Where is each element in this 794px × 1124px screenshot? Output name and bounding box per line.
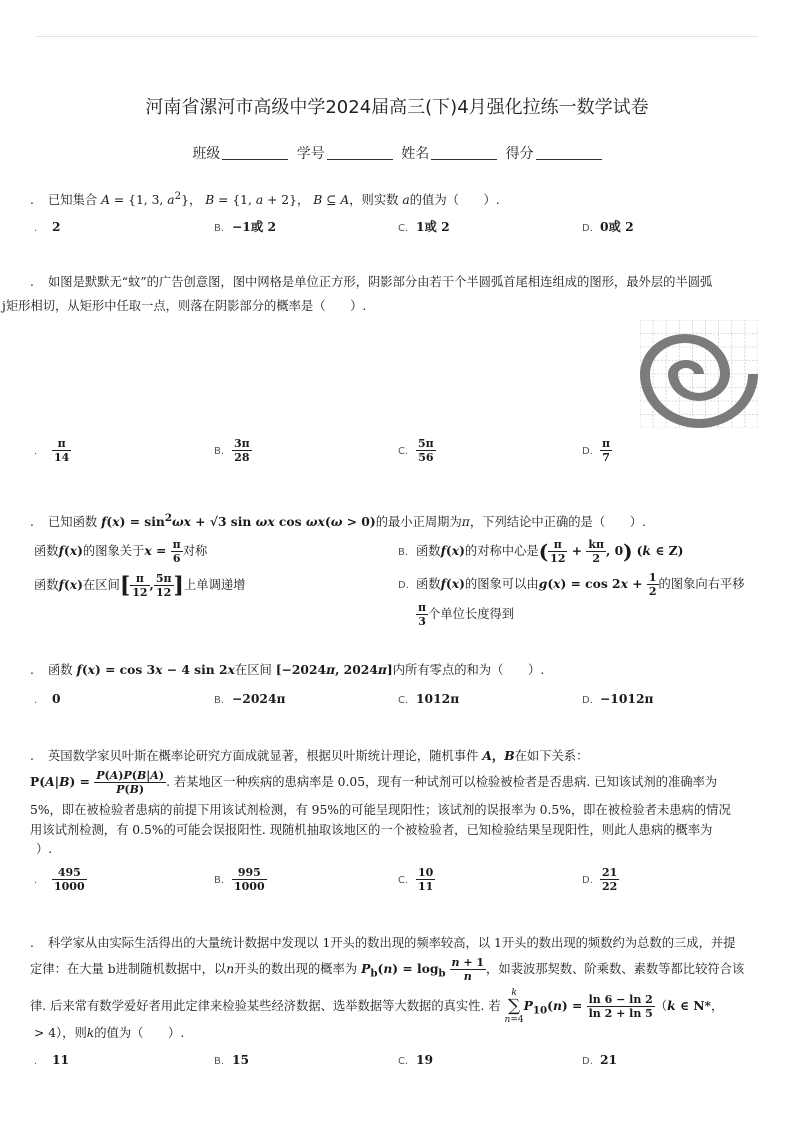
q1-option-b[interactable] (214, 218, 276, 238)
option-letter: D. (398, 580, 409, 591)
sum-symbol: k ∑ n=4 (504, 988, 524, 1025)
option-value: −1或 2 (232, 219, 276, 234)
option-letter: B. (398, 547, 409, 558)
q6-line3: 律. 后来常有数学爱好者用此定律来检验某些经济数据、选举数据等大数据的真实性. 若 k ∑ n=4 $P_{10}(n)$ = $\frac{\ln 6 - \ln 2}{\ln 2 + \ln 5}$ （k ∈ N*， (30, 988, 724, 1025)
option-letter: B. (214, 1056, 225, 1067)
option-letter: C. (398, 695, 409, 706)
option-fraction: $\frac{k\pi}{2}$ (588, 538, 605, 565)
question-3: . 已知函数 $f(x) = \sin^2\omega x + √3$ sin ωx cos ωx(ω > 0)的最小正周期为π，下列结论中正确的是（ ）. (30, 506, 760, 534)
option-text: 函数 (34, 544, 59, 558)
option-text: 函数 (416, 577, 441, 591)
option-letter: . (34, 446, 38, 457)
fraction-denominator: 14 (54, 451, 70, 464)
page-title: 河南省漯河市高级中学2024届高三(下)4月强化拉练一数学试卷 (145, 97, 649, 118)
q4-text: 函数 (48, 663, 73, 677)
question-number: . (30, 749, 34, 763)
option-text: 个单位长度得到 (428, 607, 515, 621)
q4-text: 在区间 (234, 663, 272, 677)
spiral-figure (640, 320, 758, 428)
option-value: −2024π (232, 691, 286, 706)
option-fraction (416, 437, 436, 464)
q6-text: ，如裴波那契数、阶乘数、素数等都比较符合该 (486, 962, 745, 976)
student-info-line (0, 143, 794, 163)
score-blank[interactable] (536, 159, 602, 160)
question-number: . (30, 936, 34, 950)
option-letter: D. (582, 223, 593, 234)
option-text: 的图象关于 (82, 544, 145, 558)
option-letter: . (34, 875, 38, 886)
q3-option-d[interactable]: D. 函数f(x)的图象可以由g(x) = cos 2x + $\frac{1}{2}$ 的图象向右平移 (398, 571, 745, 598)
option-letter: D. (582, 875, 593, 886)
q5-text-line1: 在如下关系： (514, 749, 589, 763)
q6-line2: 定律：在大量 b进制随机数据中，以n开头的数出现的概率为 $P_b(n) = \log_b$ $\frac{n + 1}{n}$ ，如裴波那契数、阶乘数、素数等都比较符合该 (30, 956, 745, 983)
option-letter: . (34, 223, 38, 234)
q3-option-b[interactable]: B. 函数f(x)的对称中心是( $\frac{\pi}{12}$ + $\frac{k\pi}{2}$ , 0) (k ∈ Z) (398, 538, 684, 565)
top-divider (36, 36, 758, 37)
class-label: 班级 (192, 146, 221, 162)
q1-option-d[interactable] (582, 218, 634, 238)
q6-line4: > 4），则k的值为（ ）. (34, 1026, 185, 1040)
option-fraction (232, 866, 267, 893)
q6-option-d[interactable] (582, 1051, 617, 1071)
question-number: . (30, 663, 34, 677)
q5-option-d[interactable] (582, 866, 619, 893)
q6-option-a[interactable] (34, 1051, 69, 1071)
fraction-denominator: 28 (234, 451, 250, 464)
option-fraction: $\frac{\pi}{12}$ (550, 538, 566, 565)
q4-option-a[interactable] (34, 690, 61, 710)
number-label: 学号 (296, 146, 325, 162)
option-letter: D. (582, 1056, 593, 1067)
option-text: 对称 (182, 544, 208, 558)
fraction-numerator: 5π (418, 437, 434, 450)
question-number: . (30, 193, 34, 208)
option-fraction: $\frac{\pi}{3}$ (418, 601, 427, 628)
option-fraction: $\frac{5\pi}{12}$ (155, 572, 172, 599)
q6-text: > 4），则 (34, 1026, 87, 1040)
q6-text-line1: 科学家从由实际生活得出的大量统计数据中发现以 1开头的数出现的频率较高，以 1开头的数出现的频数约为总数的三成，并提 (48, 936, 736, 950)
option-letter: B. (214, 875, 225, 886)
option-text: 在区间 (82, 578, 120, 592)
fraction-numerator: 10 (418, 866, 434, 879)
q6-text: 定律：在大量 b进制随机数据中，以 (30, 962, 227, 976)
question-4: . 函数 f(x) = cos 3x − 4 sin 2x在区间 [−2024π, 2024π]内所有零点的和为（ ）. (30, 658, 760, 682)
option-letter: B. (214, 223, 225, 234)
option-letter: C. (398, 875, 409, 886)
q2-option-c[interactable] (398, 437, 436, 464)
q2-text-line1: 如图是默默无“蚊”的广告创意图，图中网格是单位正方形，阴影部分由若干个半圆弧首尾相连组成的图形，最外层的半圆弧 (48, 275, 713, 289)
option-letter: C. (398, 1056, 409, 1067)
score-label: 得分 (505, 146, 534, 162)
q1-text: ， (296, 193, 310, 208)
ln-fraction: $\frac{\ln 6 - \ln 2}{\ln 2 + \ln 5}$ (588, 993, 653, 1020)
option-fraction (52, 437, 71, 464)
option-fraction (232, 437, 252, 464)
fraction-denominator: 56 (418, 451, 434, 464)
q6-option-b[interactable] (214, 1051, 249, 1071)
question-6 (30, 931, 770, 955)
q5-formula-line: P(A|B) = $\frac{P(A)P(B|A)}{P(B)}$ . 若某地区一种疾病的患病率是 0.05，现有一种试剂可以检验被检者是否患病. 已知该试剂的准确率为 (30, 769, 718, 796)
option-text: 的对称中心是 (464, 544, 539, 558)
bayes-fraction: $\frac{P(A)P(B|A)}{P(B)}$ (96, 769, 165, 796)
q3-text: 已知函数 (48, 515, 98, 530)
q5-text-line5: ）. (36, 842, 53, 856)
q6-text: 开头的数出现的概率为 (234, 962, 358, 976)
option-value: 1或 2 (416, 219, 450, 234)
option-letter: C. (398, 446, 409, 457)
fraction-numerator: 995 (232, 866, 267, 880)
question-5: . 英国数学家贝叶斯在概率论研究方面成就显著，根据贝叶斯统计理论，随机事件 A，B在如下关系： (30, 744, 770, 768)
q5-option-a[interactable] (34, 866, 87, 893)
q5-text-line3: 5%，即在被检验者患病的前提下用该试剂检测，有 95%的可能呈现阳性；该试剂的误报率为 0.5%，即在被检验者未患病的情况 (30, 803, 731, 817)
option-value: 1012π (416, 691, 460, 706)
option-text: 的图象向右平移 (658, 577, 745, 591)
q5-text-line2: . 若某地区一种疾病的患病率是 0.05，现有一种试剂可以检验被检者是否患病. 已知该试剂的准确率为 (166, 775, 718, 789)
q1-option-a[interactable] (34, 218, 61, 238)
fraction-numerator: π (52, 437, 71, 451)
q3-text: ，下列结论中正确的是（ ）. (469, 515, 646, 530)
option-value: 2 (52, 219, 61, 234)
option-letter: B. (214, 695, 225, 706)
q5-text-line4: 用该试剂检测，有 0.5%的可能会误报阳性. 现随机抽取该地区的一个被检验者，已知检验结果呈现阳性，则此人患病的概率为 (30, 823, 713, 837)
q5-option-c[interactable] (398, 866, 435, 893)
option-value: 0或 2 (600, 219, 634, 234)
q2-option-d[interactable] (582, 437, 612, 464)
q6-text: （ (654, 999, 668, 1013)
q3-option-c[interactable]: 函数f(x)在区间[ $\frac{\pi}{12}$ , $\frac{5\pi}{12}$ ]上单调递增 (34, 572, 246, 599)
option-letter: . (34, 1056, 38, 1067)
question-2 (2, 270, 770, 318)
option-letter: B. (214, 446, 225, 457)
fraction-numerator: 3π (234, 437, 250, 450)
option-value: 0 (52, 691, 61, 706)
option-text: 的图象可以由 (464, 577, 539, 591)
fraction-denominator: 1000 (54, 880, 85, 893)
q3-option-d-line2 (416, 601, 514, 628)
name-label: 姓名 (401, 146, 430, 162)
option-value: −1012π (600, 691, 654, 706)
q1-text: ，则实数 (349, 193, 399, 208)
option-text: 函数 (34, 578, 59, 592)
q5-option-b[interactable] (214, 866, 267, 893)
fraction-denominator: 22 (602, 880, 618, 893)
option-fraction: $\frac{1}{2}$ (648, 571, 657, 598)
q6-text: 的值为（ ）. (94, 1026, 185, 1040)
number-blank[interactable] (327, 159, 393, 160)
question-1: . 已知集合 A = {1, 3, $a^2$}， B = {1, a + 2}， B ⊆ A，则实数 a的值为（ ）. (30, 184, 760, 212)
q4-option-c[interactable] (398, 690, 459, 710)
q6-text: 律. 后来常有数学爱好者用此定律来检验某些经济数据、选举数据等大数据的真实性. 若 (30, 999, 501, 1013)
fraction-denominator: 11 (418, 880, 434, 893)
q4-option-b[interactable] (214, 690, 286, 710)
q1-option-c[interactable] (398, 218, 450, 238)
question-number: . (30, 275, 34, 289)
q1-text: ， (188, 193, 202, 208)
option-text: 函数 (416, 544, 441, 558)
q5-text-line1: 英国数学家贝叶斯在概率论研究方面成就显著，根据贝叶斯统计理论，随机事件 (48, 749, 479, 763)
fraction-numerator: π (602, 437, 611, 450)
option-fraction (52, 866, 87, 893)
option-value: 15 (232, 1052, 250, 1067)
option-value: 19 (416, 1052, 434, 1067)
q4-option-d[interactable] (582, 690, 654, 710)
q1-text: 的值为（ ）. (409, 193, 500, 208)
q3-text: 的最小正周期为 (375, 515, 462, 530)
option-fraction (600, 437, 612, 464)
q1-math: A (101, 193, 111, 208)
option-text: 上单调递增 (183, 578, 246, 592)
q6-option-c[interactable] (398, 1051, 433, 1071)
q2-option-b[interactable] (214, 437, 252, 464)
q1-text: 已知集合 (48, 193, 98, 208)
fraction-numerator: 21 (602, 866, 618, 879)
option-value: 21 (600, 1052, 618, 1067)
fraction-denominator: 1000 (234, 880, 265, 893)
option-letter: C. (398, 223, 409, 234)
log-fraction: $\frac{n + 1}{n}$ (451, 956, 485, 983)
option-value: 11 (52, 1052, 70, 1067)
q2-text-line2: j矩形相切，从矩形中任取一点，则落在阴影部分的概率是（ ）. (2, 299, 367, 313)
name-blank[interactable] (431, 159, 497, 160)
fraction-denominator: 7 (602, 451, 610, 464)
q2-option-a[interactable] (34, 437, 71, 464)
option-letter: . (34, 695, 38, 706)
q4-text: 内所有零点的和为（ ）. (392, 663, 545, 677)
fraction-numerator: 495 (52, 866, 87, 880)
option-letter: D. (582, 446, 593, 457)
q3-option-a[interactable]: 函数f(x)的图象关于x = $\frac{\pi}{6}$ 对称 (34, 538, 208, 565)
option-fraction (600, 866, 619, 893)
question-number: . (30, 515, 34, 530)
option-fraction (416, 866, 435, 893)
class-blank[interactable] (222, 159, 288, 160)
option-fraction: $\frac{\pi}{12}$ (132, 572, 148, 599)
option-letter: D. (582, 695, 593, 706)
option-fraction: $\frac{\pi}{6}$ (172, 538, 181, 565)
